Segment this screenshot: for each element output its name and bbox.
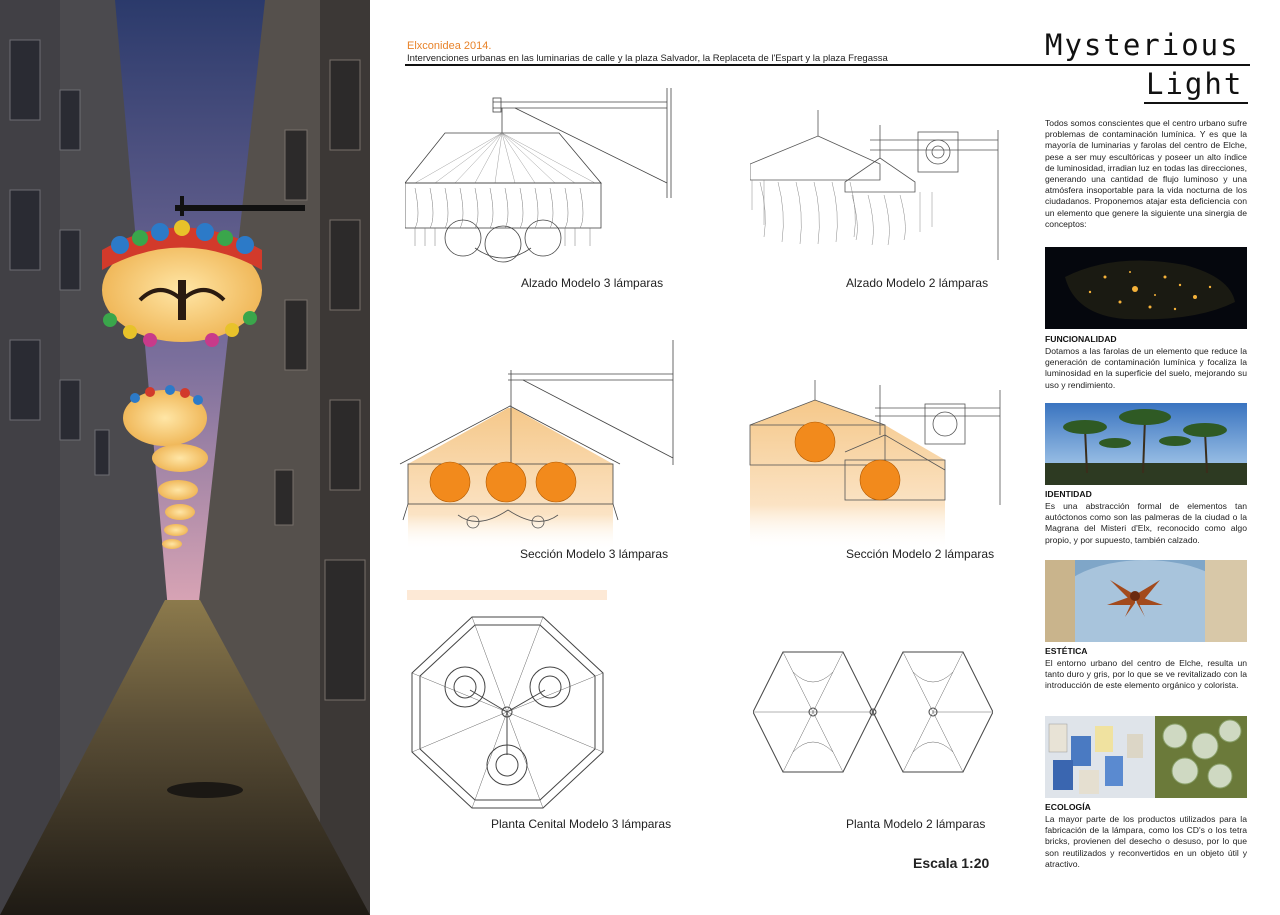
plan-3-lamps-drawing: [410, 615, 605, 810]
section-text-ecologia: La mayor parte de los productos utilizados para la fabricación de la lámpara, como los CD's o los tetra bricks, provienen del desecho o desuso, por lo que son reutilizados y reconvertidos en un objeto útil y atractivo.: [1045, 814, 1247, 869]
section-text-estetica: El entorno urbano del centro de Elche, resulta un tanto duro y gris, por lo que se ve revitalizado con la introducción de este elemento orgánico y colorista.: [1045, 658, 1247, 691]
bulb-row: [430, 462, 576, 502]
title-rule: [1144, 102, 1248, 104]
section-2-lamps-drawing: [745, 380, 1005, 550]
elevation-2-lamps-drawing: [750, 110, 1000, 270]
intro-paragraph: Todos somos conscientes que el centro urbano sufre problemas de contaminación lumínica. Y es que la mayoría de luminarias y farolas del centro de Elche, pese a ser muy escultóricas y poseer un alto índice de luminosidad, irradian luz en todas las direcciones, generando una cantidad de flujo luminoso y una atmósfera insoportable para la vida nocturna de los ciudadanos. Proponemos atajar esta deficiencia con un elemento que genere la siguiente una sinergia de conceptos:: [1045, 118, 1247, 229]
section-text-funcionalidad: Dotamos a las farolas de un elemento que reduce la generación de contaminación lumínica y focaliza la luminosidad en la superficie del suelo, mejorando su uso y rendimiento.: [1045, 346, 1247, 390]
caption-plan-3: Planta Cenital Modelo 3 lámparas: [491, 817, 672, 831]
section-title-funcionalidad: FUNCIONALIDAD: [1045, 334, 1117, 344]
caption-section-3: Sección Modelo 3 lámparas: [520, 547, 669, 561]
recycled-materials-image: [1045, 716, 1247, 798]
section-title-ecologia: ECOLOGÍA: [1045, 802, 1091, 812]
elevation-3-lamps-drawing: [405, 88, 675, 268]
caption-elevation-3: Alzado Modelo 3 lámparas: [521, 276, 664, 290]
caption-plan-2: Planta Modelo 2 lámparas: [846, 817, 986, 831]
title-line-2: Light: [1146, 67, 1244, 101]
caption-elevation-2: Alzado Modelo 2 lámparas: [846, 276, 989, 290]
competition-label: Elxconidea 2014.: [407, 40, 492, 52]
glow-band: [407, 590, 607, 600]
section-text-identidad: Es una abstracción formal de elementos tan autóctonos como son las palmeras de la ciudad o la Magrana del Misteri d'Elx, reconocido como algo propio, y por supuesto, también calzado.: [1045, 501, 1247, 545]
ornament-ceiling-image: [1045, 560, 1247, 642]
satellite-night-image: [1045, 247, 1247, 329]
palm-trees-image: [1045, 403, 1247, 485]
plan-2-lamps-drawing: [753, 650, 993, 775]
title-line-1: Mysterious: [1045, 28, 1240, 62]
section-title-identidad: IDENTIDAD: [1045, 489, 1092, 499]
scale-label: Escala 1:20: [913, 855, 990, 871]
project-description: Intervenciones urbanas en las luminarias de calle y la plaza Salvador, la Replaceta de l'Espart y la plaza Fregassa: [407, 53, 888, 64]
caption-section-2: Sección Modelo 2 lámparas: [846, 547, 995, 561]
section-title-estetica: ESTÉTICA: [1045, 646, 1088, 656]
street-render-photo: [0, 0, 370, 915]
section-3-lamps-drawing: [398, 340, 683, 550]
header-rule: [405, 64, 1250, 66]
